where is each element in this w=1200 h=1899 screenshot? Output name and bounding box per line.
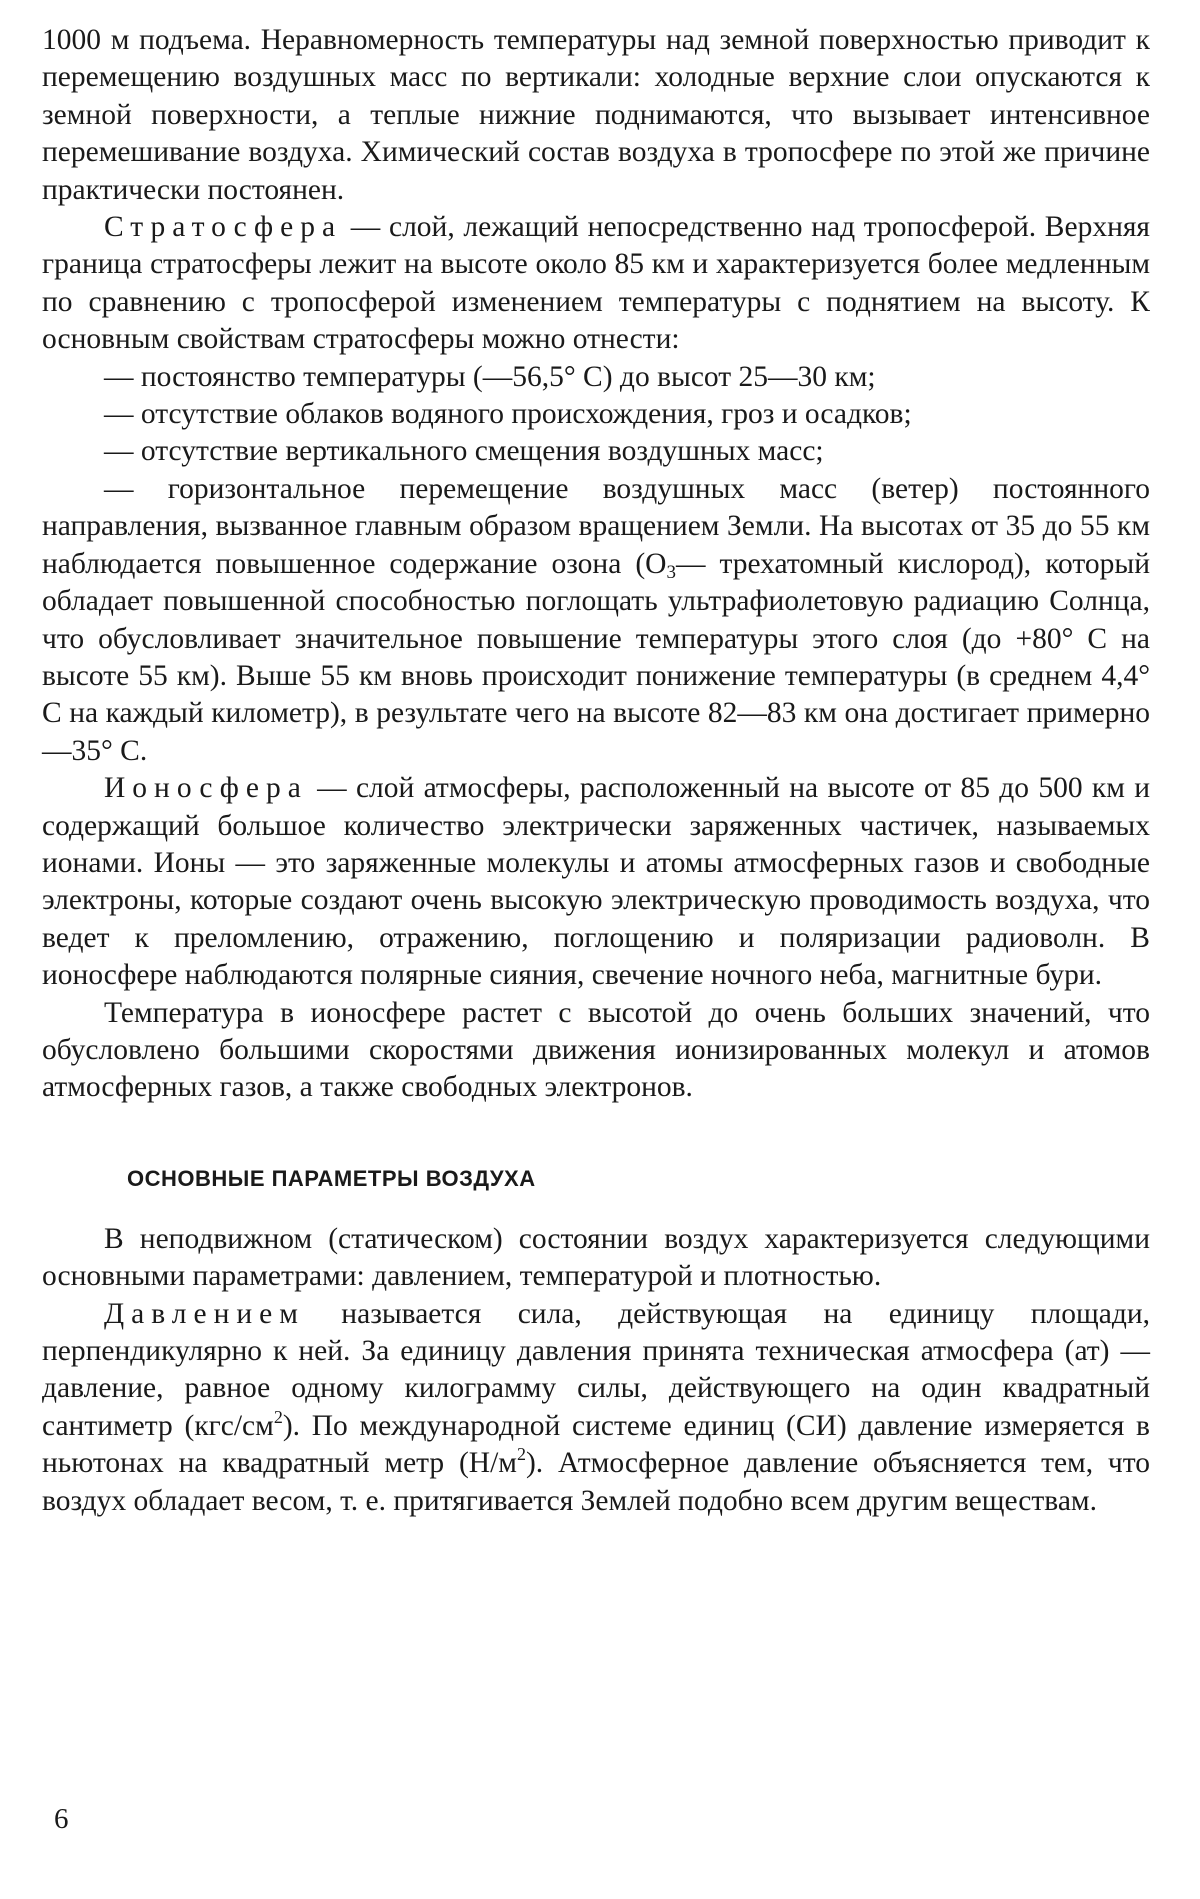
list-item-horizontal-text-a: — горизонтальное перемещение воздушных масс (ветер) постоянного направления, вызванное главным образом вращением Земли. На высотах от 35 до 55 км наблюдается повышенное содержание озона (O [42, 472, 1150, 580]
list-item-temperature: — постоянство температуры (—56,5° С) до высот 25—30 км; [104, 360, 876, 393]
pressure-sup-2: 2 [516, 1444, 526, 1465]
ionosphere-definition: — слой атмосферы, расположенный на высоте от 85 до 500 км и содержащий большое количество электрически заряженных частичек, называемых ионами. Ионы — это заряженные молекулы и атомы атмосферных газов и свободные электроны, которые создают очень высокую электрическую проводимость воздуха, что ведет к преломлению, отражению, поглощению и поляризации радиоволн. В ионосфере наблюдаются полярные сияния, свечение ночного неба, магнитные бури. [42, 772, 1150, 992]
list-item-horizontal [42, 471, 1150, 770]
pressure-text-b: ). По международной системе единиц (СИ) давление измеряется в ньютонах на квадратный метр (Н/м [42, 1409, 1150, 1480]
term-stratosphere: Стратосфера [104, 211, 343, 244]
pressure-text-a: называется сила, действующая на единицу площади, перпендикулярно к ней. За единицу давления принята техническая атмосфера (ат) — давление, равное одному килограмму силы, действующего на один квадратный сантиметр (кгс/см [42, 1297, 1150, 1442]
paragraph-ionosphere [42, 770, 1150, 994]
paragraph-ionosphere-temperature: Температура в ионосфере растет с высотой до очень больших значений, что обусловлено большими скоростями движения ионизированных молекул и атомов атмосферных газов, а также свободных электронов. [42, 996, 1150, 1104]
pressure-text-c: ). Атмосферное давление объясняется тем, что воздух обладает весом, т. е. притягивается Землей подобно всем другим веществам. [42, 1447, 1150, 1517]
paragraph-air-parameters: В неподвижном (статическом) состоянии воздух характеризуется следующими основными параметрами: давлением, температурой и плотностью. [42, 1222, 1150, 1293]
stratosphere-definition: — слой, лежащий непосредственно над тропосферой. Верхняя граница стратосферы лежит на высоте около 85 км и характеризуется более медленным по сравнению с тропосферой изменением температуры с поднятием на высоту. К основным свойствам стратосферы можно отнести: [42, 211, 1150, 356]
list-item-vertical: — отсутствие вертикального смещения воздушных масс; [104, 435, 824, 468]
section-heading: ОСНОВНЫЕ ПАРАМЕТРЫ ВОЗДУХА [127, 1165, 536, 1191]
document-page [42, 22, 1150, 1862]
ozone-subscript: 3 [666, 561, 676, 583]
paragraph-troposphere-end: 1000 м подъема. Неравномерность температуры над земной поверхностью приводит к перемещению воздушных масс по вертикали: холодные верхние слои опускаются к земной поверхности, а теплые нижние поднимаются, что вызывает интенсивное перемешивание воздуха. Химический состав воздуха в тропосфере по этой же причине практически постоянен. [42, 24, 1150, 206]
page-number: 6 [54, 1803, 69, 1835]
term-pressure: Давлением [104, 1297, 305, 1330]
paragraph-stratosphere [42, 209, 1150, 359]
paragraph-pressure [42, 1296, 1150, 1520]
list-item-horizontal-text-b: — трехатомный кислород), который обладает повышенной способностью поглощать ультрафиолетовую радиацию Солнца, что обусловливает значительное повышение температуры этого слоя (до +80° С на высоте 55 км). Выше 55 км вновь происходит понижение температуры (в среднем 4,4° С на каждый километр), в результате чего на высоте 82—83 км она достигает примерно —35° С. [42, 547, 1150, 767]
pressure-sup-1: 2 [273, 1406, 283, 1427]
list-item-clouds: — отсутствие облаков водяного происхождения, гроз и осадков; [104, 398, 912, 431]
term-ionosphere: Ионосфера [104, 772, 308, 805]
